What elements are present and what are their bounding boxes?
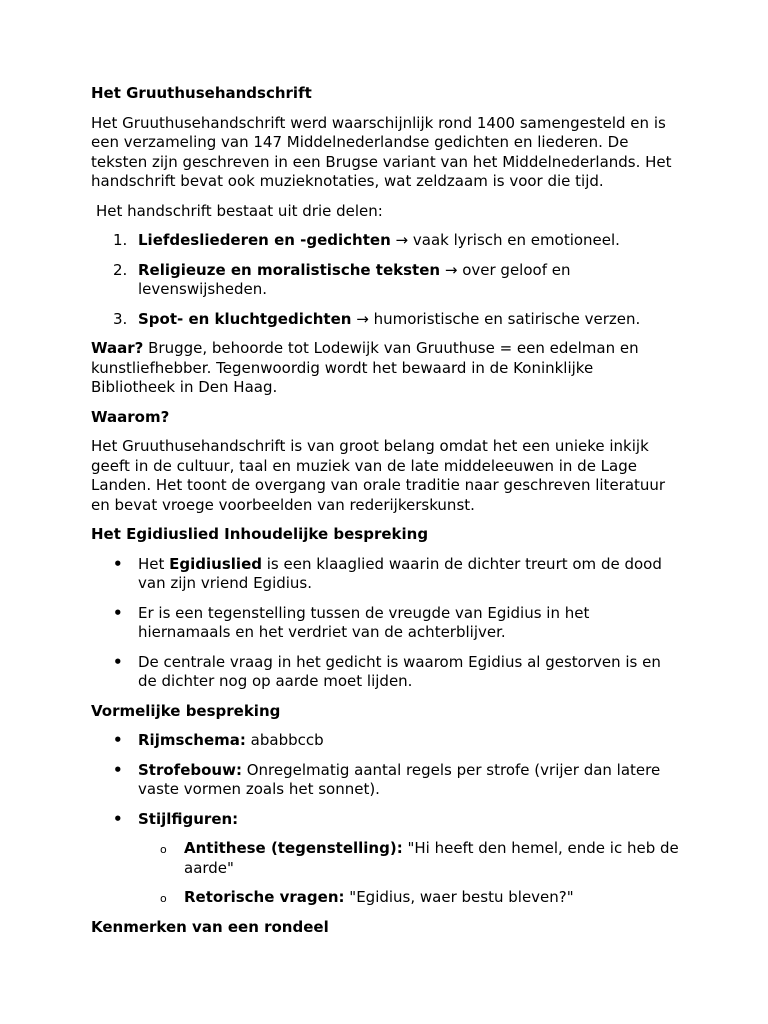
item-term: Egidiuslied — [169, 554, 262, 573]
item-text: Het — [138, 554, 170, 573]
vorm-list — [91, 731, 681, 908]
egidius-list — [91, 555, 681, 692]
list-number: 2. — [113, 260, 128, 279]
egidius-heading: Het Egidiuslied Inhoudelijke bespreking — [91, 525, 429, 543]
waar-label: Waar? — [91, 339, 144, 357]
parts-intro: Het handschrift bestaat uit drie delen: — [96, 201, 383, 220]
sub-bullet-marker: o — [160, 892, 167, 905]
list-item — [91, 761, 681, 800]
list-item — [91, 555, 681, 594]
item-term: Retorische vragen: — [184, 888, 345, 906]
part-term: Religieuze en moralistische teksten — [138, 260, 441, 279]
list-item — [91, 310, 681, 330]
part-desc: → vaak lyrisch en emotioneel. — [390, 231, 620, 249]
list-item — [91, 731, 681, 751]
rondeel-heading: Kenmerken van een rondeel — [91, 917, 329, 936]
list-item — [91, 653, 681, 692]
item-text: Er is een tegenstelling tussen de vreugde van Egidius in het hiernamaals en het verdriet van de achterblijver. — [138, 603, 590, 641]
list-number: 3. — [113, 309, 128, 328]
item-text: "Hi heeft den hemel, ende ic heb de aarde" — [184, 839, 679, 877]
bullet-marker: • — [113, 760, 123, 779]
document-content — [91, 84, 681, 947]
item-term: Rijmschema: — [138, 731, 246, 749]
vorm-heading: Vormelijke bespreking — [91, 701, 281, 720]
list-item — [91, 231, 681, 251]
part-term: Spot- en kluchtgedichten — [138, 309, 352, 328]
parts-list — [91, 231, 681, 329]
list-number: 1. — [113, 231, 128, 249]
part-desc: → humoristische en satirische verzen. — [351, 309, 641, 328]
item-text: De centrale vraag in het gedicht is waarom Egidius al gestorven is en de dichter nog op aarde moet lijden. — [138, 652, 661, 690]
list-item — [138, 888, 681, 908]
item-text: ababbccb — [245, 731, 324, 749]
intro-paragraph: Het Gruuthusehandschrift werd waarschijnlijk rond 1400 samengesteld en is een verzameling van 147 Middelnederlandse gedichten en liederen. De teksten zijn geschreven in een Brugse variant van het Middelnederlands. Het handschrift bevat ook muzieknotaties, wat zeldzaam is voor die tijd. — [91, 113, 672, 190]
list-item — [91, 261, 681, 300]
item-text: Onregelmatig aantal regels per strofe (vrijer dan latere vaste vormen zoals het sonnet). — [138, 760, 661, 798]
part-desc: → over geloof en levenswijsheden. — [138, 260, 571, 298]
item-term: Stijlfiguren: — [138, 809, 239, 828]
item-term: Strofebouw: — [138, 760, 242, 779]
waar-text: Brugge, behoorde tot Lodewijk van Gruuthuse = een edelman en kunstliefhebber. Tegenwoordig wordt het bewaard in de Koninklijke Bibliotheek in Den Haag. — [91, 339, 639, 396]
item-text: is een klaaglied waarin de dichter treurt om de dood van zijn vriend Egidius. — [138, 554, 662, 592]
waar-paragraph — [91, 339, 681, 398]
bullet-marker: • — [113, 809, 123, 828]
stijlfiguren-list — [138, 839, 681, 908]
item-text: "Egidius, waer bestu bleven?" — [344, 888, 574, 906]
list-item — [91, 810, 681, 908]
waarom-heading: Waarom? — [91, 407, 170, 426]
bullet-marker: • — [113, 554, 123, 573]
list-item — [91, 604, 681, 643]
list-item — [138, 839, 681, 878]
bullet-marker: • — [113, 603, 123, 622]
document-title: Het Gruuthusehandschrift — [91, 84, 312, 102]
item-term: Antithese (tegenstelling): — [184, 839, 403, 857]
bullet-marker: • — [113, 731, 123, 749]
part-term: Liefdesliederen en -gedichten — [138, 231, 391, 249]
sub-bullet-marker: o — [160, 843, 167, 856]
waarom-paragraph: Het Gruuthusehandschrift is van groot belang omdat het een unieke inkijk geeft in de cultuur, taal en muziek van de late middeleeuwen in de Lage Landen. Het toont de overgang van orale traditie naar geschreven literatuur en bevat vroege voorbeelden van rederijkerskunst. — [91, 437, 666, 514]
bullet-marker: • — [113, 652, 123, 671]
